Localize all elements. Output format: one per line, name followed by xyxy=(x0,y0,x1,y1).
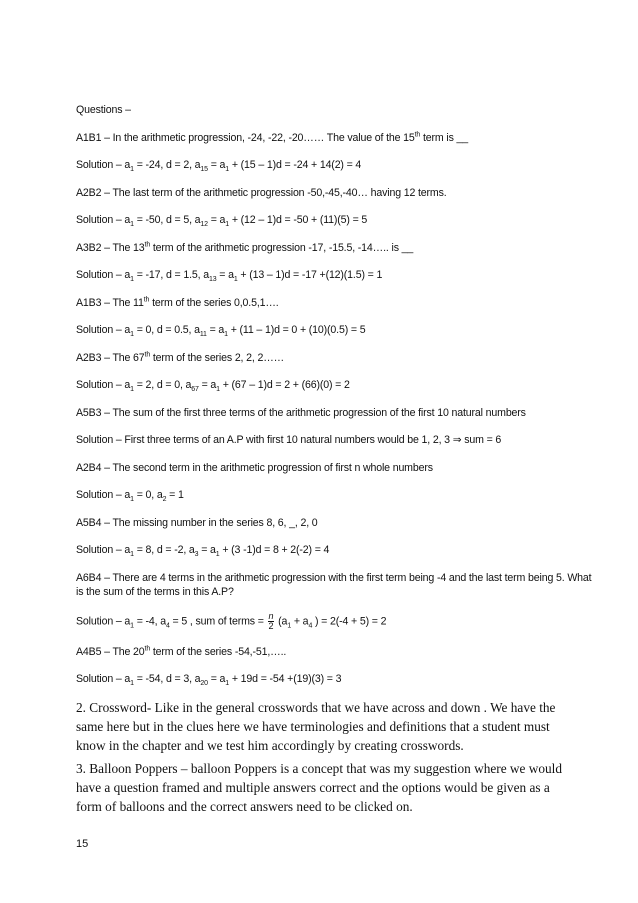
solution-a4b5: Solution – $a_1 = -54$, d = 3, $a_{20} = a_1 + 19d = -54 +(19)(3) = 3$ xyxy=(76,673,342,688)
question-a5b4: A5B4 – The missing number in the series 8, 6, _, 2, 0 xyxy=(76,517,318,529)
page-number: 15 xyxy=(76,838,89,850)
questions-heading: Questions – xyxy=(76,104,131,116)
fraction-n-over-2: $\frac{n}{2}$ xyxy=(268,611,274,631)
solution-a6b4: Solution – $a_1 = -4$, $a_4 = 5$ , sum of terms = $\frac{n}{2}$ ($a_1 + a_4$ ) = 2(-4 + 5) = 2 xyxy=(76,611,387,631)
question-a3b2: A3B2 – The 13th term of the arithmetic progression -17, -15.5, -14….. is __ xyxy=(76,241,414,254)
implies-arrow-icon: ⇒ xyxy=(452,434,462,446)
question-a5b3: A5B3 – The sum of the first three terms of the arithmetic progression of the first 10 natural numbers xyxy=(76,407,526,419)
solution-a5b3: Solution – First three terms of an A.P with first 10 natural numbers would be 1, 2, 3 ⇒ sum = 6 xyxy=(76,434,502,446)
question-a2b4: A2B4 – The second term in the arithmetic progression of first n whole numbers xyxy=(76,462,433,474)
solution-a1b3: Solution – $a_1 = 0$, d = 0.5, $a_{11} = a_1 + (11 - 1)d = 0 + (10)(0.5) = 5$ xyxy=(76,324,366,339)
question-a6b4: A6B4 – There are 4 terms in the arithmetic progression with the first term being -4 and the last term being 5. What is the sum of the terms in this A.P? xyxy=(76,572,592,598)
question-a4b5: A4B5 – The 20th term of the series -54,-51,….. xyxy=(76,645,287,658)
crossword-paragraph: 2. Crossword- Like in the general crosswords that we have across and down . We have the same here but in the clues here we have terminologies and definitions that a student must know in the chapter and we test him accordingly by creating crosswords. xyxy=(76,700,556,753)
question-a2b2: A2B2 – The last term of the arithmetic progression -50,-45,-40… having 12 terms. xyxy=(76,187,447,199)
solution-a2b2: Solution – $a_1 = -50$, d = 5, $a_{12} = a_1 + (12 - 1)d = -50 + (11)(5) = 5$ xyxy=(76,214,368,229)
solution-a5b4: Solution – $a_1 = 8$, d = -2, $a_3 = a_1 + (3$ -1)d = 8 + 2(-2) = 4 xyxy=(76,544,330,559)
solution-a3b2: Solution – $a_1 = -17$, d = 1.5, $a_{13} = a_1 + (13 - 1)d = -17 +(12)(1.5) = 1$ xyxy=(76,269,383,284)
solution-a2b3: Solution – $a_1 = 2$, d = 0, $a_{67} = a_1 + (67 - 1)d = 2 + (66)(0) = 2$ xyxy=(76,379,350,394)
solution-a1b1: Solution – $a_1 = -24$, d = 2, $a_{15} = a_1 + (15 - 1)d = -24 + 14(2) = 4$ xyxy=(76,159,362,174)
question-a1b3: A1B3 – The 11th term of the series 0,0.5,1…. xyxy=(76,296,279,309)
solution-a2b4: Solution – $a_1 = 0$, $a_2 = 1$ xyxy=(76,489,184,504)
question-a1b1: A1B1 – In the arithmetic progression, -24, -22, -20…… The value of the 15th term is __ xyxy=(76,131,468,144)
balloon-poppers-paragraph: 3. Balloon Poppers – balloon Poppers is a concept that was my suggestion where we would have a question framed and multiple answers correct and the options would be given as a form of balloons and the correct answers need to be clicked on. xyxy=(76,761,562,814)
question-a2b3: A2B3 – The 67th term of the series 2, 2, 2…… xyxy=(76,351,285,364)
